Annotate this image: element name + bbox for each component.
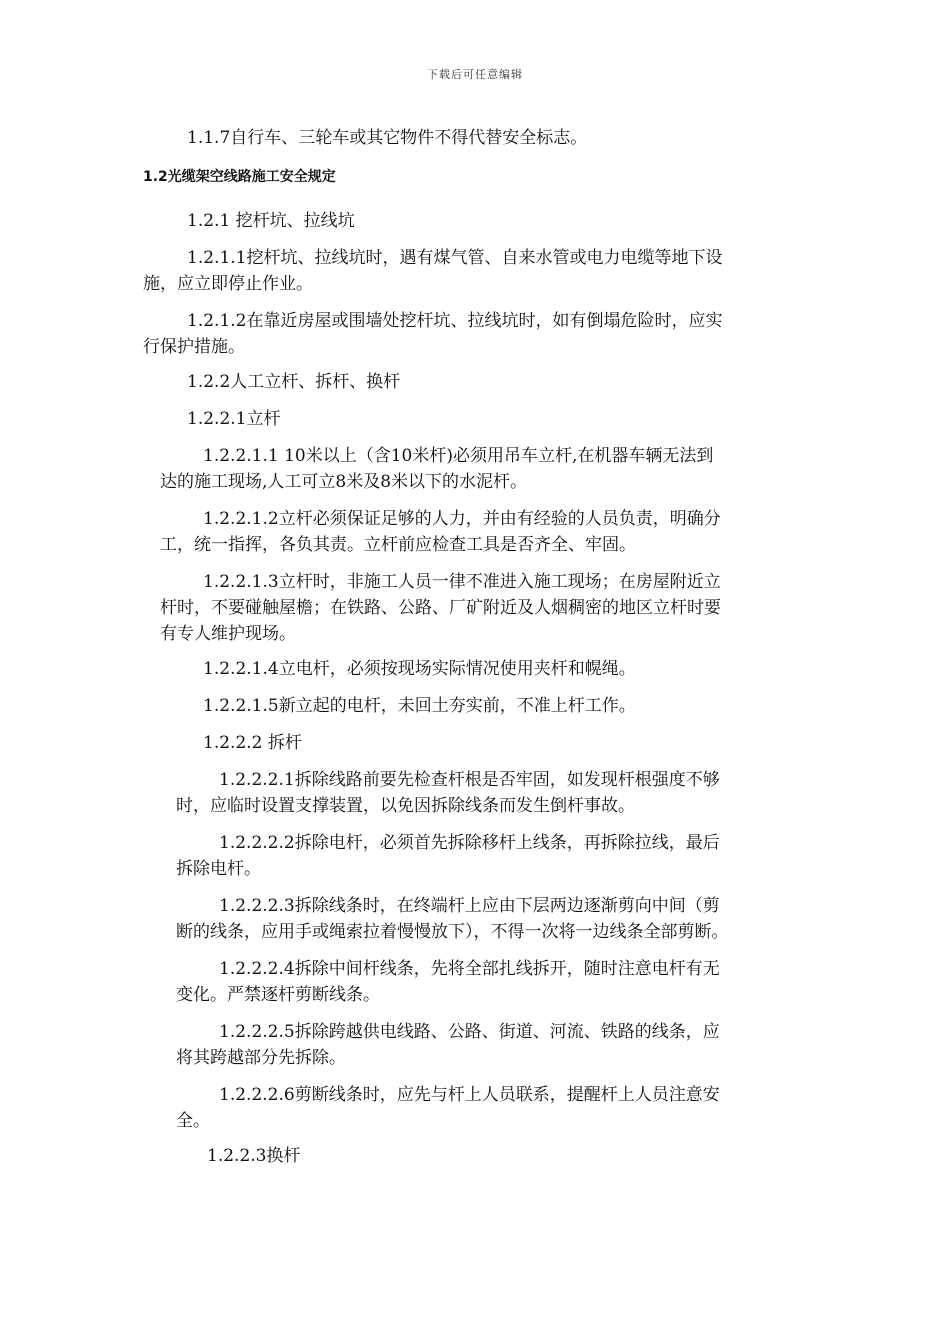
text-line: 1.2.2人工立杆、拆杆、换杆 xyxy=(187,372,401,392)
text-line: 1.2.2.1立杆 xyxy=(187,409,281,429)
paragraph-1-2-1-2 xyxy=(143,308,722,360)
text-line: 行保护措施。 xyxy=(143,337,245,357)
text-line: 变化。严禁逐杆剪断线条。 xyxy=(176,985,380,1005)
text-line: 1.2.1.1挖杆坑、拉线坑时，遇有煤气管、自来水管或电力电缆等地下设 xyxy=(187,248,723,268)
text-line: 杆时，不要碰触屋檐；在铁路、公路、厂矿附近及人烟稠密的地区立杆时要 xyxy=(160,598,721,618)
paragraph-1-2-1-1 xyxy=(143,245,722,297)
text-line: 达的施工现场,人工可立8米及8米以下的水泥杆。 xyxy=(160,472,528,492)
paragraph-1-2-2-1 xyxy=(187,406,280,432)
text-line: 拆除电杆。 xyxy=(176,859,261,879)
text-line: 1.2.2.3换杆 xyxy=(207,1146,301,1166)
paragraph-1-2-2-2-1 xyxy=(176,767,720,819)
text-line: 1.2.1.2在靠近房屋或围墙处挖杆坑、拉线坑时，如有倒塌危险时，应实 xyxy=(187,311,723,331)
text-line: 1.2.2.2.1拆除线路前要先检查杆根是否牢固，如发现杆根强度不够 xyxy=(219,770,720,790)
paragraph-1-2-1 xyxy=(187,208,355,234)
text-line: 1.2.2.2.5拆除跨越供电线路、公路、街道、河流、铁路的线条，应 xyxy=(219,1022,720,1042)
paragraph-1-2-2-2-5 xyxy=(176,1019,720,1071)
paragraph-1-2-2-1-1 xyxy=(160,443,713,495)
paragraph-1-2-2-2-6 xyxy=(176,1082,720,1134)
text-line: 1.2.2.2.2拆除电杆，必须首先拆除移杆上线条，再拆除拉线，最后 xyxy=(219,833,720,853)
text-line: 1.2.2.2 拆杆 xyxy=(203,733,302,753)
text-line: 工，统一指挥，各负其责。立杆前应检查工具是否齐全、牢固。 xyxy=(160,535,636,555)
text-line: 全。 xyxy=(176,1111,210,1131)
paragraph-1-1-7 xyxy=(187,125,587,151)
text-line: 时，应临时设置支撑装置，以免因拆除线条而发生倒杆事故。 xyxy=(176,796,635,816)
paragraph-1-2-2-1-5 xyxy=(203,693,636,719)
text-line: 1.2.2.2.3拆除线条时，在终端杆上应由下层两边逐渐剪向中间（剪 xyxy=(219,896,720,916)
paragraph-1-2-2-2-4 xyxy=(176,956,720,1008)
text-line: 1.2光缆架空线路施工安全规定 xyxy=(143,169,336,185)
paragraph-1-2-2-2-3 xyxy=(176,893,729,945)
section-heading-1-2 xyxy=(143,164,336,190)
paragraph-1-2-2-1-4 xyxy=(203,656,636,682)
paragraph-1-2-2-1-2 xyxy=(160,506,721,558)
text-line: 1.2.2.1.3立杆时，非施工人员一律不准进入施工现场；在房屋附近立 xyxy=(203,572,721,592)
paragraph-1-2-2-3 xyxy=(207,1143,300,1169)
text-line: 有专人维护现场。 xyxy=(160,624,296,644)
page-header: 下载后可任意编辑 xyxy=(427,68,523,81)
text-line: 1.2.2.2.6剪断线条时，应先与杆上人员联系，提醒杆上人员注意安 xyxy=(219,1085,720,1105)
text-line: 1.2.2.1.1 10米以上（含10米杆)必须用吊车立杆,在机器车辆无法到 xyxy=(203,446,714,466)
paragraph-1-2-2-1-3 xyxy=(160,569,721,647)
text-line: 1.2.1 挖杆坑、拉线坑 xyxy=(187,211,355,231)
text-line: 断的线条，应用手或绳索拉着慢慢放下），不得一次将一边线条全部剪断。 xyxy=(176,922,729,942)
text-line: 1.2.2.2.4拆除中间杆线条，先将全部扎线拆开，随时注意电杆有无 xyxy=(219,959,720,979)
text-line: 将其跨越部分先拆除。 xyxy=(176,1048,346,1068)
text-line: 1.1.7自行车、三轮车或其它物件不得代替安全标志。 xyxy=(187,128,588,148)
text-line: 1.2.2.1.5新立起的电杆，未回土夯实前，不准上杆工作。 xyxy=(203,696,636,716)
text-line: 施，应立即停止作业。 xyxy=(143,274,313,294)
text-line: 1.2.2.1.4立电杆，必须按现场实际情况使用夹杆和幌绳。 xyxy=(203,659,636,679)
text-line: 1.2.2.1.2立杆必须保证足够的人力，并由有经验的人员负责，明确分 xyxy=(203,509,721,529)
paragraph-1-2-2-2-2 xyxy=(176,830,720,882)
paragraph-1-2-2-2 xyxy=(203,730,302,756)
paragraph-1-2-2 xyxy=(187,369,400,395)
